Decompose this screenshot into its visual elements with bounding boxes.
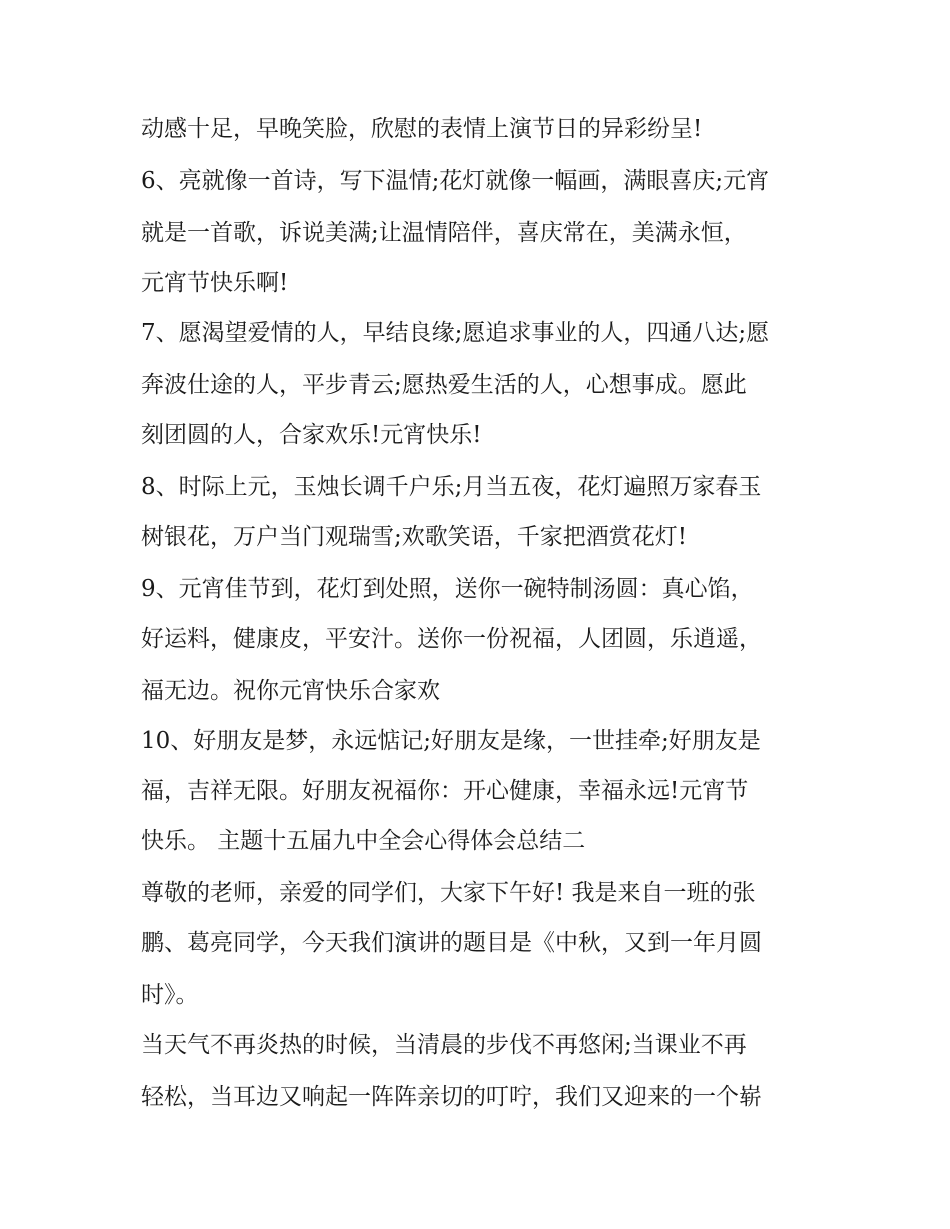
text-line: 鹏、葛亮同学，今天我们演讲的题目是《中秋，又到一年月圆	[141, 930, 762, 956]
text-line: 时》。	[141, 982, 199, 1008]
text-line: 树银花，万户当门观瑞雪;欢歌笑语，千家把酒赏花灯!	[141, 524, 687, 550]
text-line: 福，吉祥无限。好朋友祝福你：开心健康，幸福永远!元宵节	[141, 778, 749, 804]
text-line: 就是一首歌，诉说美满;让温情陪伴，喜庆常在，美满永恒，	[141, 220, 747, 246]
text-line: 当天气不再炎热的时候，当清晨的步伐不再悠闲;当课业不再	[141, 1032, 747, 1058]
text-line: 8、时际上元，玉烛长调千户乐;月当五夜，花灯遍照万家春玉	[141, 474, 762, 500]
text-line: 快乐。 主题十五届九中全会心得体会总结二	[141, 828, 586, 854]
text-line: 奔波仕途的人，平步青云;愿热爱生活的人，心想事成。愿此	[141, 372, 747, 398]
text-line: 10、好朋友是梦，永远惦记;好朋友是缘，一世挂牵;好朋友是	[141, 728, 761, 754]
text-line: 福无边。祝你元宵快乐合家欢	[141, 678, 440, 704]
text-line: 尊敬的老师，亲爱的同学们，大家下午好! 我是来自一班的张	[141, 880, 756, 906]
text-line: 6、亮就像一首诗，写下温情;花灯就像一幅画，满眼喜庆;元宵	[141, 168, 770, 194]
text-line: 动感十足，早晚笑脸，欣慰的表情上演节日的异彩纷呈!	[141, 116, 703, 142]
text-line: 7、愿渴望爱情的人，早结良缘;愿追求事业的人，四通八达;愿	[141, 320, 770, 346]
text-line: 刻团圆的人，合家欢乐!元宵快乐!	[141, 422, 482, 448]
text-line: 好运料，健康皮，平安汁。送你一份祝福，人团圆，乐逍遥，	[141, 626, 762, 652]
text-line: 9、元宵佳节到，花灯到处照，送你一碗特制汤圆：真心馅，	[141, 576, 754, 602]
text-line: 轻松，当耳边又响起一阵阵亲切的叮咛，我们又迎来的一个崭	[141, 1084, 762, 1110]
text-line: 元宵节快乐啊!	[141, 270, 289, 296]
